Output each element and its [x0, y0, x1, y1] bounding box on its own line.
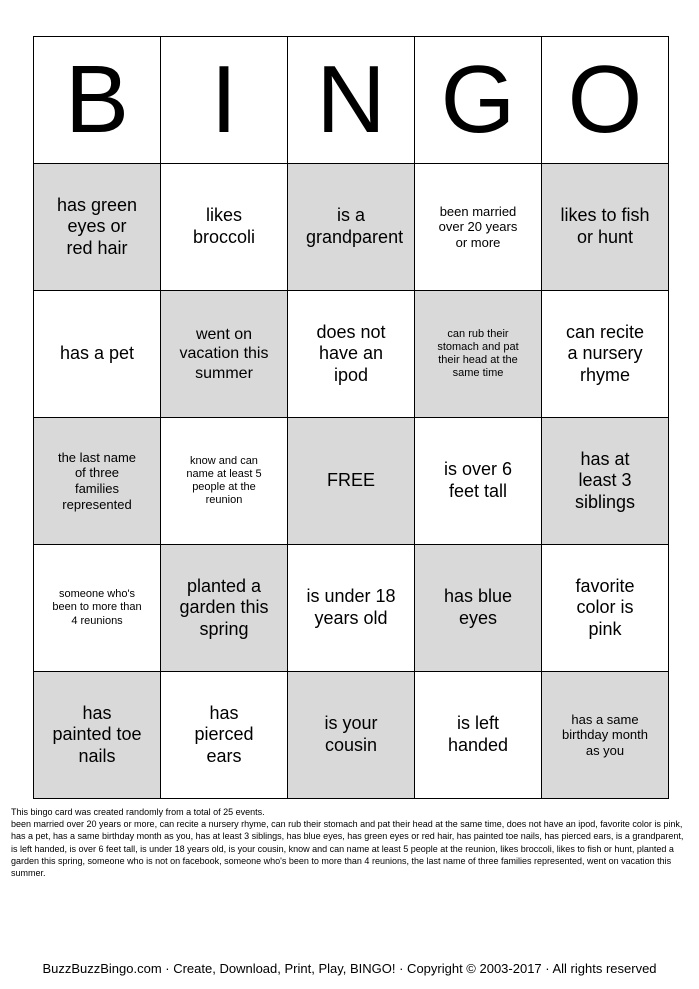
notes-intro: This bingo card was created randomly from a total of 25 events.: [11, 807, 265, 817]
bingo-cell: does not have an ipod: [288, 291, 415, 418]
bingo-cell: can rub their stomach and pat their head at the same time: [415, 291, 542, 418]
bingo-cell: likes to fish or hunt: [542, 164, 669, 291]
bingo-cell: been married over 20 years or more: [415, 164, 542, 291]
bingo-cell: planted a garden this spring: [161, 545, 288, 672]
bingo-cell: has blue eyes: [415, 545, 542, 672]
header-letter-b: B: [34, 37, 161, 164]
free-space-cell: FREE: [288, 418, 415, 545]
bingo-cell: likes broccoli: [161, 164, 288, 291]
bingo-cell: is left handed: [415, 672, 542, 799]
bingo-row: [34, 672, 669, 799]
bingo-cell: has a same birthday month as you: [542, 672, 669, 799]
bingo-row: [34, 545, 669, 672]
bingo-cell: favorite color is pink: [542, 545, 669, 672]
footer-copyright: BuzzBuzzBingo.com · Create, Download, Print, Play, BINGO! · Copyright © 2003-2017 · All rights reserved: [42, 961, 657, 976]
card-notes: [11, 806, 688, 879]
bingo-cell: can recite a nursery rhyme: [542, 291, 669, 418]
bingo-cell: has painted toe nails: [34, 672, 161, 799]
bingo-card: [33, 36, 669, 799]
bingo-cell: went on vacation this summer: [161, 291, 288, 418]
bingo-cell: is your cousin: [288, 672, 415, 799]
header-letter-i: I: [161, 37, 288, 164]
header-letter-g: G: [415, 37, 542, 164]
bingo-cell: is a grandparent: [288, 164, 415, 291]
bingo-cell: has at least 3 siblings: [542, 418, 669, 545]
bingo-row: [34, 291, 669, 418]
bingo-row: [34, 164, 669, 291]
header-row: [34, 37, 669, 164]
bingo-cell: know and can name at least 5 people at the reunion: [161, 418, 288, 545]
bingo-row: [34, 418, 669, 545]
bingo-cell: has a pet: [34, 291, 161, 418]
bingo-cell: is under 18 years old: [288, 545, 415, 672]
bingo-cell: has green eyes or red hair: [34, 164, 161, 291]
header-letter-o: O: [542, 37, 669, 164]
header-letter-n: N: [288, 37, 415, 164]
bingo-cell: someone who's been to more than 4 reunions: [34, 545, 161, 672]
bingo-cell: the last name of three families represented: [34, 418, 161, 545]
bingo-cell: has pierced ears: [161, 672, 288, 799]
bingo-cell: is over 6 feet tall: [415, 418, 542, 545]
notes-event-list: been married over 20 years or more, can recite a nursery rhyme, can rub their stomach and pat their head at the same time, does not have an ipod, favorite color is pink, has a pet, has a same birthday month as you, has at least 3 siblings, has blue eyes, has green eyes or red hair, has painted toe nails, has pierced ears, is a grandparent, is left handed, is over 6 feet tall, is under 18 years old, is your cousin, know and can name at least 5 people at the reunion, likes broccoli, likes to fish or hunt, planted a garden this spring, someone who is not on facebook, someone who's been to more than 4 reunions, the last name of three families represented, went on vacation this summer.: [11, 819, 684, 879]
